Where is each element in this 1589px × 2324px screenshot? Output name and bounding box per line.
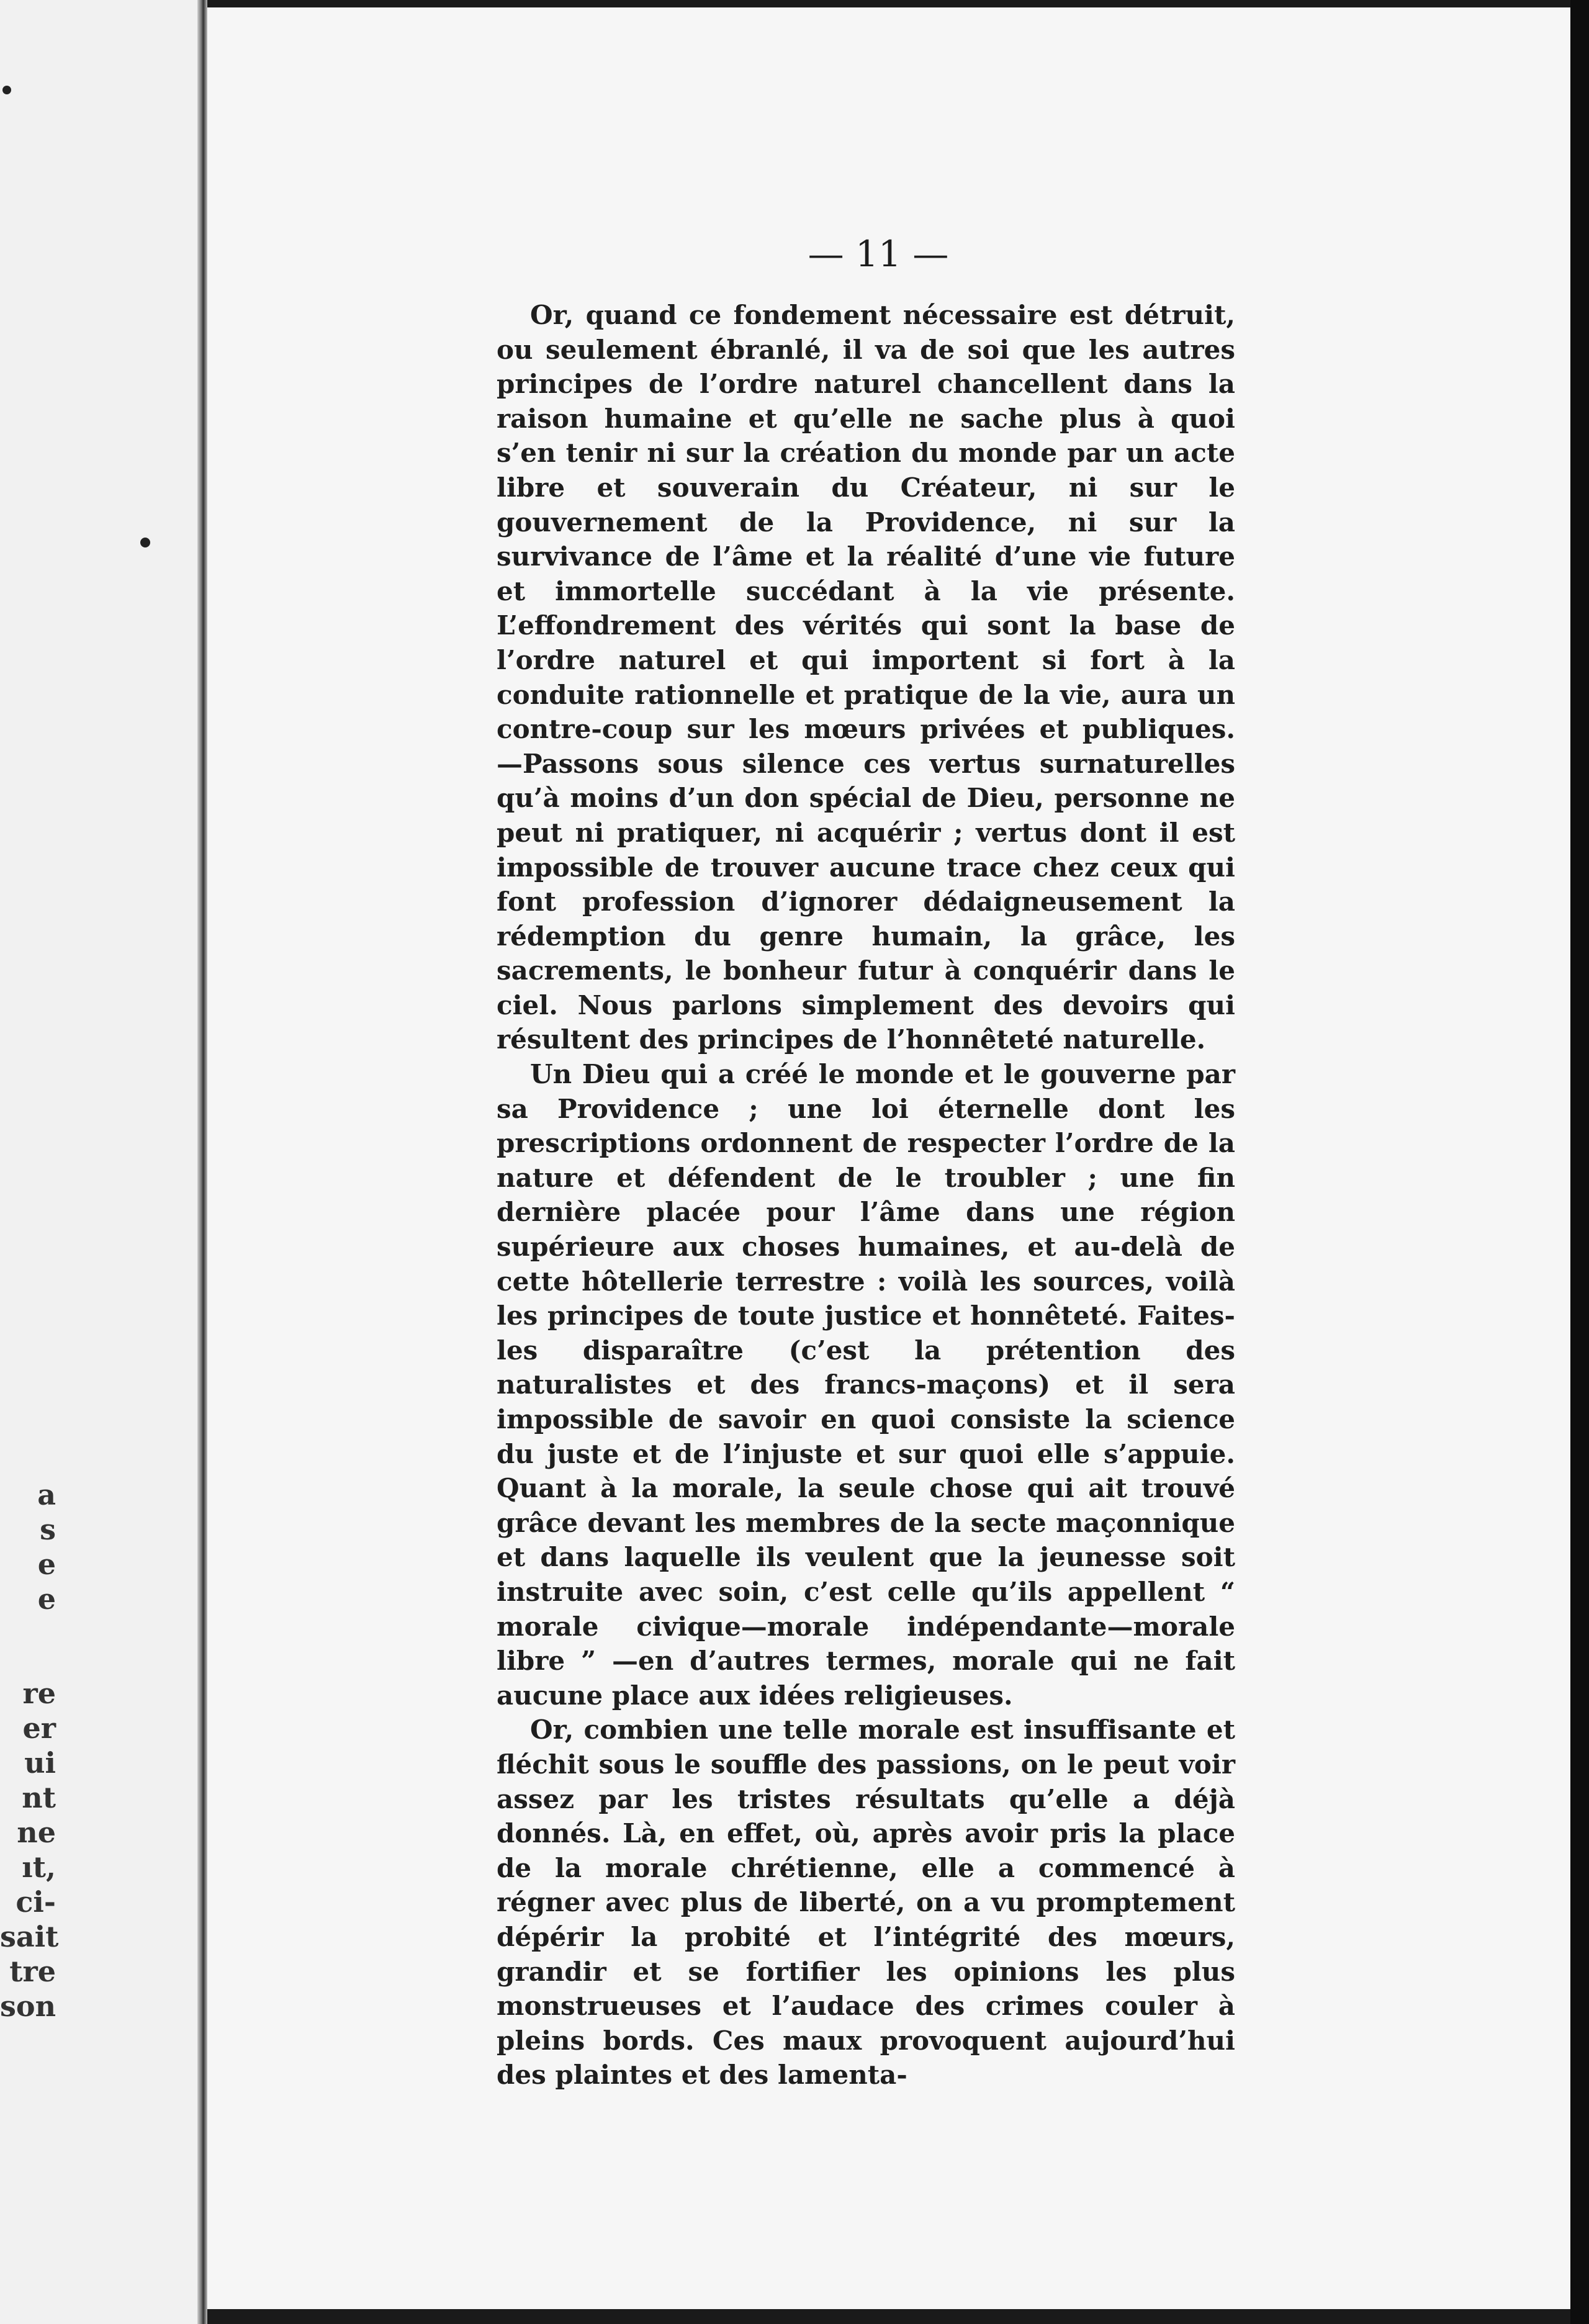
paragraph: Or, quand ce fondement nécessaire est détruit, ou seulement ébranlé, il va de soi que les autres principes de l’ordre naturel chancellent dans la raison humaine et qu’elle ne sache plus à quoi s’en tenir ni sur la création du monde par un acte libre et souverain du Créateur, ni sur le gouvernement de la Providence, ni sur la survivance de l’âme et la réalité d’une vie future et immortelle succédant à la vie présente. L’effondrement des vérités qui sont la base de l’ordre naturel et qui importent si fort à la conduite rationnelle et pratique de la vie, aura un contre-coup sur les mœurs privées et publiques. —Passons sous silence ces vertus surnaturelles qu’à moins d’un don spécial de Dieu, personne ne peut ni pratiquer, ni acquérir ; vertus dont il est impossible de trouver aucune trace chez ceux qui font profession d’ignorer dédaigneusement la rédemption du genre humain, la grâce, les sacrements, le bonheur futur à conquérir dans le ciel. Nous parlons simplement des devoirs qui résultent des principes de l’honnêteté naturelle. [497,300,1235,1055]
paragraph: Un Dieu qui a créé le monde et le gouverne par sa Providence ; une loi éternelle dont les prescriptions ordonnent de respecter l’ordre de la nature et défendent de le troubler ; une fin dernière placée pour l’âme dans une région supérieure aux choses humaines, et au-delà de cette hôtellerie terrestre : voilà les sources, voilà les principes de toute justice et honnêteté. Faites-les disparaître (c’est la prétention des naturalistes et des francs-maçons) et il sera impossible de savoir en quoi consiste la science du juste et de l’injuste et sur quoi elle s’appuie. Quant à la morale, la seule chose qui ait trouvé grâce devant les membres de la secte maçonnique et dans laquelle ils veulent que la jeunesse soit instruite avec soin, c’est celle qu’ils appellent “ morale civique—morale indépendante—morale libre ” —en d’autres termes, morale qui ne fait aucune place aux idées religieuses. [497,1059,1235,1711]
paragraph: Or, combien une telle morale est insuffisante et fléchit sous le souffle des passions, on le peut voir assez par les tristes résultats qu’elle a déjà donnés. Là, en effet, où, après avoir pris la place de la morale chrétienne, elle a commencé à régner avec plus de liberté, on a vu promptement dépérir la probité et l’intégrité des mœurs, grandir et se fortifier les opinions les plus monstrueuses et l’audace des crimes couler à pleins bords. Ces maux provoquent aujourd’hui des plaintes et des lamenta- [497,1714,1235,2091]
fragment: ci- [16,1885,56,1919]
page-edge-shadow [1570,0,1589,2324]
ink-speck [140,538,150,547]
fragment: e [37,1547,56,1581]
fragment: tre [9,1955,56,1988]
body-text [497,298,1235,2092]
fragment: ui [24,1746,56,1780]
previous-page-fragments-upper [0,1477,56,1616]
fragment: nt [22,1781,56,1814]
fragment: e [37,1582,56,1616]
previous-page-fragments-lower [0,1676,59,2024]
fragment: s [40,1513,56,1546]
previous-page-edge [0,0,205,2324]
fragment: ıt, [22,1850,56,1884]
fragment: er [22,1711,56,1745]
fragment: sait [0,1920,59,1953]
fragment: re [22,1677,56,1710]
book-gutter [197,0,207,2324]
fragment: son [0,1989,56,2023]
page-number: — 11 — [808,233,949,275]
ink-speck [2,86,11,94]
fragment: ne [17,1816,56,1849]
fragment: a [37,1478,56,1511]
